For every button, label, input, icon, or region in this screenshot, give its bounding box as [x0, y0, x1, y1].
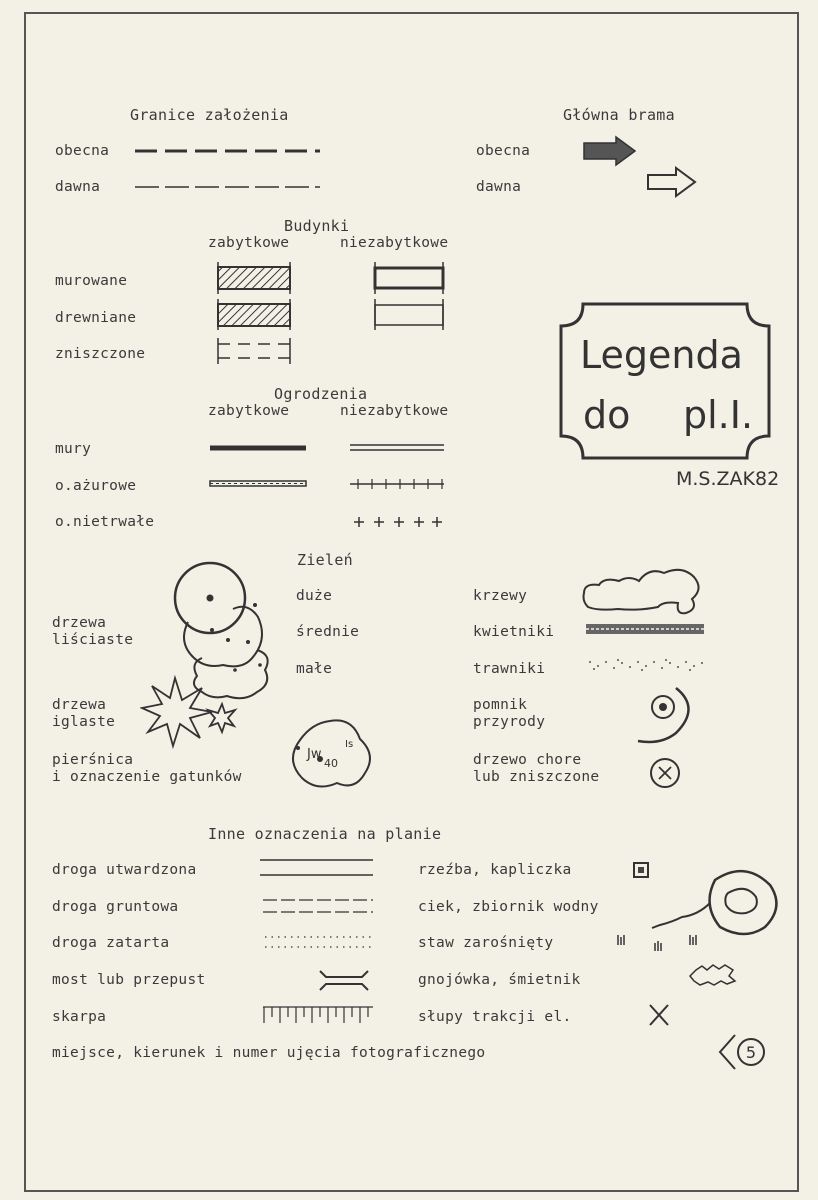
label-slupy: słupy trakcji el.	[418, 1009, 572, 1025]
label-drewniane: drewniane	[55, 310, 137, 326]
tree-symbols-icon	[140, 560, 390, 800]
author-signature: M.S.ZAK82	[676, 468, 780, 490]
road-symbols-icon	[255, 855, 380, 1035]
label-pomnik-2: przyrody	[473, 714, 546, 730]
boundary-lines-icon	[135, 140, 325, 200]
label-iglaste-1: drzewa	[52, 697, 107, 713]
label-droga-gruntowa: droga gruntowa	[52, 899, 179, 915]
tree-species-code-2: Is	[345, 739, 354, 750]
gate-arrow-icons	[580, 135, 700, 200]
fence-symbols-icon	[208, 438, 448, 530]
photo-direction-icon	[715, 1030, 775, 1075]
building-symbols-icon	[210, 262, 460, 372]
tree-species-code: Jw	[307, 747, 322, 762]
label-azurowe: o.ażurowe	[55, 478, 137, 494]
section-title-zielen: Zieleń	[297, 551, 353, 569]
label-krzewy: krzewy	[473, 588, 528, 604]
label-murowane: murowane	[55, 273, 128, 289]
section-title-budynki: Budynki	[284, 217, 350, 235]
label-pomnik-1: pomnik	[473, 697, 528, 713]
label-male: małe	[296, 661, 333, 677]
label-most: most lub przepust	[52, 972, 206, 988]
label-staw: staw zarośnięty	[418, 935, 554, 951]
legend-title-plan: pl.I.	[683, 393, 754, 437]
label-rzezba: rzeźba, kapliczka	[418, 862, 572, 878]
section-title-ogrodzenia: Ogrodzenia	[274, 385, 368, 403]
label-lisciaste-2: liściaste	[52, 632, 134, 648]
label-lisciaste-1: drzewa	[52, 615, 107, 631]
col-zabytkowe-ogrodzenia: zabytkowe	[208, 403, 290, 419]
col-niezabytkowe-ogrodzenia: niezabytkowe	[340, 403, 449, 419]
label-piersnica-2: i oznaczenie gatunków	[52, 769, 242, 785]
legend-title-line1: Legenda	[580, 333, 743, 377]
legend-title-box	[555, 300, 775, 465]
label-brama-obecna: obecna	[476, 143, 531, 159]
label-srednie: średnie	[296, 624, 360, 640]
label-ciek: ciek, zbiornik wodny	[418, 899, 599, 915]
label-kwietniki: kwietniki	[473, 624, 555, 640]
col-niezabytkowe-budynki: niezabytkowe	[340, 235, 449, 251]
col-zabytkowe-budynki: zabytkowe	[208, 235, 290, 251]
legend-title-do: do	[583, 393, 631, 437]
green-symbols-icon	[578, 560, 708, 800]
label-foto: miejsce, kierunek i numer ujęcia fotograficznego	[52, 1045, 486, 1061]
label-duze: duże	[296, 588, 333, 604]
tree-diameter: 40	[324, 757, 338, 770]
label-droga-utwardzona: droga utwardzona	[52, 862, 197, 878]
label-granice-obecna: obecna	[55, 143, 110, 159]
section-title-brama: Główna brama	[563, 106, 675, 124]
photo-number: 5	[745, 1043, 757, 1062]
label-mury: mury	[55, 441, 92, 457]
label-chore-2: lub zniszczone	[473, 769, 600, 785]
misc-symbols-icon	[610, 855, 790, 1035]
label-skarpa: skarpa	[52, 1009, 107, 1025]
label-brama-dawna: dawna	[476, 179, 522, 195]
label-iglaste-2: iglaste	[52, 714, 116, 730]
label-gnojowka: gnojówka, śmietnik	[418, 972, 581, 988]
section-title-inne: Inne oznaczenia na planie	[208, 825, 442, 843]
label-trawniki: trawniki	[473, 661, 546, 677]
section-title-granice: Granice założenia	[130, 106, 289, 124]
label-nietrwale: o.nietrwałe	[55, 514, 155, 530]
label-granice-dawna: dawna	[55, 179, 101, 195]
label-chore-1: drzewo chore	[473, 752, 582, 768]
label-zniszczone: zniszczone	[55, 346, 146, 362]
label-droga-zatarta: droga zatarta	[52, 935, 170, 951]
label-piersnica-1: pierśnica	[52, 752, 134, 768]
